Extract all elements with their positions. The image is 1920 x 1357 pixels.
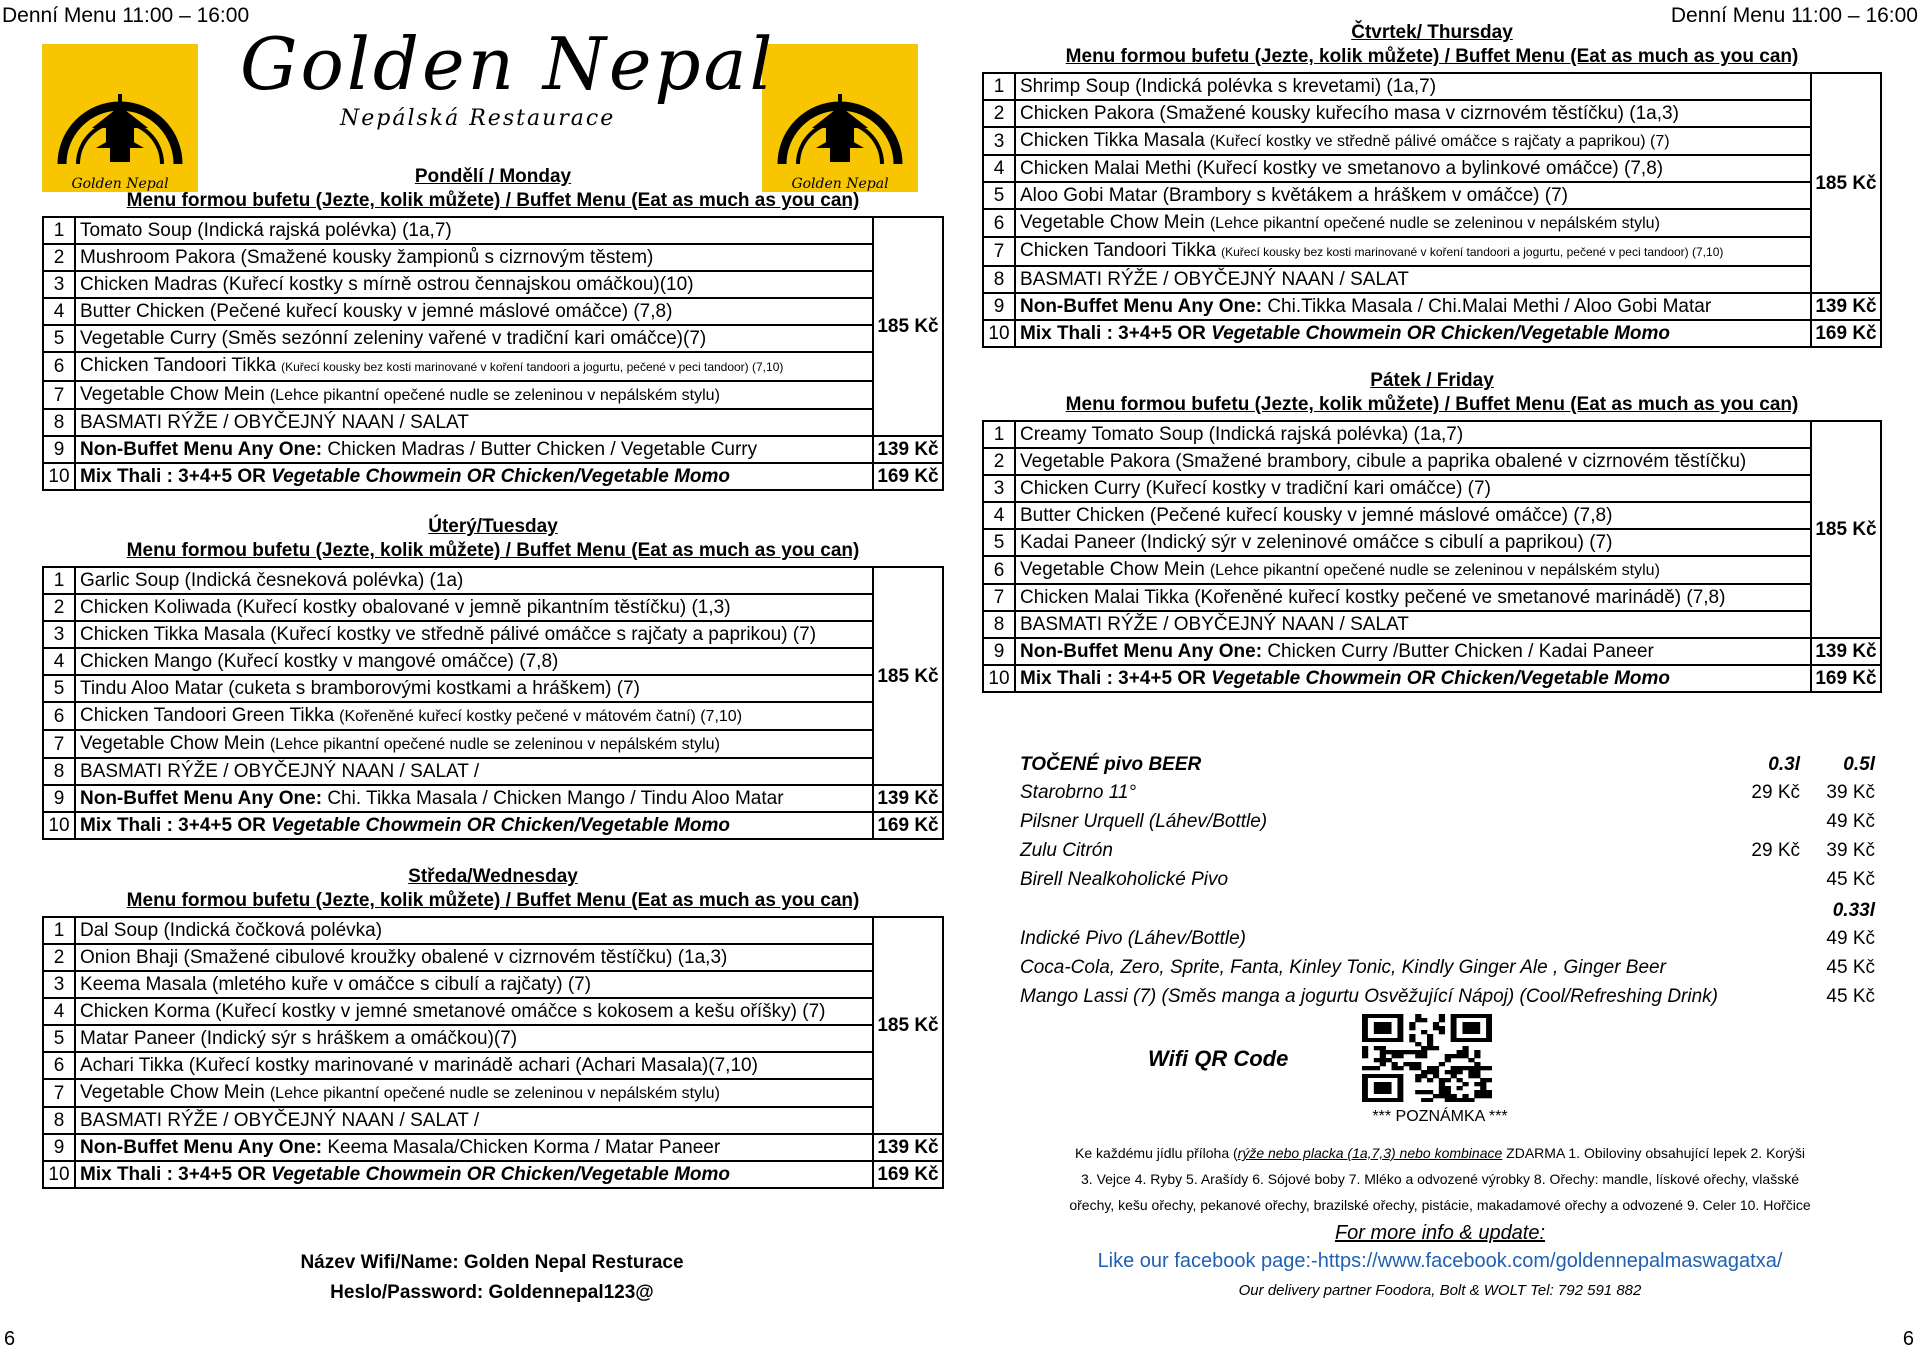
non-buffet-price: 139 Kč <box>873 436 943 463</box>
item-name: Achari Tikka (Kuřecí kostky marinované v marinádě achari (Achari Masala)(7,10) <box>80 1055 758 1076</box>
more-info: For more info & update: <box>1334 1222 1546 1244</box>
drink-name: Mango Lassi (7) (Směs manga a jogurtu Osvěžující Nápoj) (Cool/Refreshing Drink) <box>1020 986 1718 1007</box>
item-name: Chicken Tandoori Tikka <box>1020 240 1217 261</box>
non-buffet-option <box>1015 638 1811 665</box>
drink-col-033: 0.33l <box>1832 900 1875 921</box>
menu-row <box>43 1134 943 1161</box>
day-title: Úterý/Tuesday <box>428 516 558 537</box>
item-description <box>1015 529 1811 556</box>
menu-row <box>43 298 943 325</box>
item-description <box>75 758 873 785</box>
menu-row <box>983 266 1881 293</box>
item-number: 9 <box>43 785 75 812</box>
item-number: 10 <box>983 665 1015 692</box>
non-buffet-text: Chi. Tikka Masala / Chicken Mango / Tindu Aloo Matar <box>322 788 784 809</box>
buffet-heading: Menu formou bufetu (Jezte, kolik můžete) / Buffet Menu (Eat as much as you can) <box>126 540 860 561</box>
buffet-price: 185 Kč <box>873 917 943 1134</box>
item-description <box>1015 584 1811 611</box>
item-number: 8 <box>43 1107 75 1134</box>
item-description <box>1015 448 1811 475</box>
note-underlined: rýže nebo placka (1a,7,3) nebo kombinace <box>1237 1145 1503 1161</box>
non-buffet-option <box>75 1134 873 1161</box>
menu-row <box>43 675 943 702</box>
note-title: *** POZNÁMKA *** <box>1372 1108 1508 1125</box>
item-number: 2 <box>43 594 75 621</box>
menu-row <box>43 244 943 271</box>
menu-row <box>43 785 943 812</box>
thali-price: 169 Kč <box>873 812 943 839</box>
item-description <box>1015 611 1811 638</box>
item-name: Chicken Koliwada (Kuřecí kostky obalované v jemně pikantním těstíčku) (1,3) <box>80 597 731 618</box>
item-description <box>75 998 873 1025</box>
buffet-heading: Menu formou bufetu (Jezte, kolik můžete) / Buffet Menu (Eat as much as you can) <box>1065 394 1799 415</box>
menu-row <box>43 1161 943 1188</box>
item-number: 4 <box>43 298 75 325</box>
item-name: BASMATI RÝŽE / OBYČEJNÝ NAAN / SALAT <box>80 412 469 433</box>
item-number: 6 <box>983 556 1015 584</box>
item-number: 7 <box>983 584 1015 611</box>
item-description <box>75 1107 873 1134</box>
item-number: 10 <box>983 320 1015 347</box>
item-description <box>1015 421 1811 448</box>
item-note: (Lehce pikantní opečené nudle se zeleninou v nepálském stylu) <box>1209 215 1660 232</box>
item-number: 4 <box>983 155 1015 182</box>
facebook-link[interactable]: Like our facebook page:-https://www.facebook.com/goldennepalmaswagatxa/ <box>1097 1250 1783 1272</box>
menu-row <box>983 529 1881 556</box>
item-number: 9 <box>983 293 1015 320</box>
menu-row <box>43 567 943 594</box>
item-number: 9 <box>43 1134 75 1161</box>
item-number: 10 <box>43 812 75 839</box>
item-description <box>1015 266 1811 293</box>
menu-table <box>42 916 944 1189</box>
item-description <box>1015 237 1811 266</box>
wifi-qr-label: Wifi QR Code <box>1148 1046 1289 1071</box>
page-number-left: 6 <box>4 1328 16 1350</box>
logo-text-right: Golden Nepal <box>791 176 889 192</box>
item-number: 4 <box>43 648 75 675</box>
mix-thali-option <box>1015 665 1811 692</box>
menu-row <box>983 237 1881 266</box>
non-buffet-text: Chicken Madras / Butter Chicken / Vegetable Curry <box>322 439 758 460</box>
item-number: 2 <box>983 100 1015 127</box>
non-buffet-price: 139 Kč <box>873 1134 943 1161</box>
item-number: 6 <box>43 352 75 381</box>
non-buffet-label: Non-Buffet Menu Any One: <box>1020 296 1263 317</box>
item-description <box>75 409 873 436</box>
item-description <box>75 381 873 409</box>
item-name: Vegetable Curry (Směs sezónní zeleniny vařené v tradiční kari omáčce)(7) <box>80 328 707 349</box>
menu-row <box>43 217 943 244</box>
item-description <box>75 594 873 621</box>
item-description <box>75 352 873 381</box>
menu-row <box>983 293 1881 320</box>
item-name: Chicken Tandoori Green Tikka <box>80 705 335 726</box>
allergen-note <box>990 1140 1890 1218</box>
item-name: Chicken Malai Tikka (Kořeněné kuřecí kostky pečené ve smetanové marinádě) (7,8) <box>1020 587 1726 608</box>
item-note: (Kuřecí kousky bez kosti marinované v koření tandoori a jogurtu, pečené v peci tandoor) (7,10) <box>281 360 784 374</box>
item-name: BASMATI RÝŽE / OBYČEJNÝ NAAN / SALAT / <box>80 1110 480 1131</box>
item-number: 1 <box>983 73 1015 100</box>
non-buffet-text: Chicken Curry /Butter Chicken / Kadai Paneer <box>1262 641 1654 662</box>
drink-price-small: 29 Kč <box>1751 782 1800 803</box>
item-description <box>1015 155 1811 182</box>
mix-thali-option <box>75 1161 873 1188</box>
menu-row <box>43 271 943 298</box>
item-description <box>75 567 873 594</box>
thali-price: 169 Kč <box>1811 665 1881 692</box>
item-description <box>1015 502 1811 529</box>
drink-price-small: 29 Kč <box>1751 840 1800 861</box>
item-name: Vegetable Chow Mein <box>1020 212 1205 233</box>
menu-row <box>983 638 1881 665</box>
menu-row <box>43 436 943 463</box>
item-number: 1 <box>43 917 75 944</box>
item-name: Mushroom Pakora (Smažené kousky žampionů s cizrnovým těstem) <box>80 247 654 268</box>
item-name: Keema Masala (mletého kuře v omáčce s cibulí a rajčaty) (7) <box>80 974 592 995</box>
item-description <box>75 244 873 271</box>
menu-row <box>43 1107 943 1134</box>
item-description <box>75 1079 873 1107</box>
item-description <box>1015 127 1811 155</box>
day-title: Čtvrtek/ Thursday <box>1351 22 1513 43</box>
item-name: Vegetable Chow Mein <box>80 384 265 405</box>
non-buffet-option <box>75 785 873 812</box>
menu-table <box>42 216 944 491</box>
delivery-partner: Our delivery partner Foodora, Bolt & WOLT Tel: 792 591 882 <box>1238 1282 1642 1299</box>
menu-row <box>43 917 943 944</box>
thali-label: Mix Thali : 3+4+5 OR <box>80 466 272 487</box>
drink-name: Indické Pivo (Láhev/Bottle) <box>1020 928 1247 949</box>
restaurant-subtitle: Nepálská Restaurace <box>340 106 616 131</box>
wifi-qr-code[interactable] <box>1362 1014 1492 1102</box>
item-number: 8 <box>43 409 75 436</box>
item-number: 8 <box>983 266 1015 293</box>
buffet-price: 185 Kč <box>873 217 943 436</box>
item-name: BASMATI RÝŽE / OBYČEJNÝ NAAN / SALAT <box>1020 614 1409 635</box>
item-description <box>75 648 873 675</box>
item-description <box>1015 100 1811 127</box>
item-number: 5 <box>43 325 75 352</box>
thali-choice: Vegetable Chowmein OR Chicken/Vegetable Momo <box>271 815 731 836</box>
non-buffet-option <box>1015 293 1811 320</box>
non-buffet-price: 139 Kč <box>1811 638 1881 665</box>
non-buffet-label: Non-Buffet Menu Any One: <box>80 788 323 809</box>
drink-price: 45 Kč <box>1826 986 1875 1007</box>
menu-row <box>43 594 943 621</box>
menu-table <box>982 420 1882 693</box>
item-name: Chicken Madras (Kuřecí kostky s mírně ostrou čennajskou omáčkou)(10) <box>80 274 694 295</box>
item-description <box>75 730 873 758</box>
non-buffet-label: Non-Buffet Menu Any One: <box>80 439 323 460</box>
item-number: 3 <box>43 971 75 998</box>
item-number: 5 <box>983 529 1015 556</box>
item-number: 7 <box>43 381 75 409</box>
thali-price: 169 Kč <box>873 1161 943 1188</box>
item-description <box>75 325 873 352</box>
item-description <box>1015 556 1811 584</box>
item-number: 4 <box>43 998 75 1025</box>
item-number: 3 <box>983 127 1015 155</box>
item-note: (Lehce pikantní opečené nudle se zeleninou v nepálském stylu) <box>269 1085 720 1102</box>
thali-choice: Vegetable Chowmein OR Chicken/Vegetable Momo <box>271 466 731 487</box>
item-number: 8 <box>43 758 75 785</box>
mix-thali-option <box>75 812 873 839</box>
menu-row <box>983 502 1881 529</box>
item-name: BASMATI RÝŽE / OBYČEJNÝ NAAN / SALAT <box>1020 269 1409 290</box>
wifi-password: Heslo/Password: Goldennepal123@ <box>330 1282 654 1303</box>
menu-row <box>43 998 943 1025</box>
item-description <box>75 675 873 702</box>
item-note: (Kořeněné kuřecí kostky pečené v mátovém čatní) (7,10) <box>339 708 743 725</box>
drink-col-03: 0.3l <box>1768 754 1800 775</box>
item-number: 6 <box>43 1052 75 1079</box>
item-number: 3 <box>43 271 75 298</box>
menu-row <box>983 448 1881 475</box>
menu-row <box>43 463 943 490</box>
item-number: 5 <box>43 1025 75 1052</box>
page-number-right: 6 <box>1902 1328 1914 1350</box>
drink-name: Birell Nealkoholické Pivo <box>1020 869 1229 890</box>
menu-row <box>983 475 1881 502</box>
drink-price-large: 45 Kč <box>1826 869 1875 890</box>
restaurant-name: Golden Nepal <box>240 22 776 106</box>
thali-label: Mix Thali : 3+4+5 OR <box>80 1164 272 1185</box>
item-number: 3 <box>43 621 75 648</box>
item-name: Chicken Korma (Kuřecí kostky v jemné smetanové omáčce s kokosem a kešu oříšky) (7) <box>80 1001 826 1022</box>
item-number: 4 <box>983 502 1015 529</box>
item-note: (Lehce pikantní opečené nudle se zeleninou v nepálském stylu) <box>1209 562 1660 579</box>
item-number: 1 <box>983 421 1015 448</box>
item-name: Chicken Tandoori Tikka <box>80 355 277 376</box>
item-number: 1 <box>43 217 75 244</box>
item-number: 2 <box>983 448 1015 475</box>
item-name: Chicken Mango (Kuřecí kostky v mangové omáčce) (7,8) <box>80 651 559 672</box>
drink-name: Zulu Citrón <box>1020 840 1113 861</box>
thali-price: 169 Kč <box>1811 320 1881 347</box>
menu-row <box>43 702 943 730</box>
menu-row <box>43 352 943 381</box>
menu-row <box>43 1052 943 1079</box>
item-name: Chicken Curry (Kuřecí kostky v tradiční kari omáčce) (7) <box>1020 478 1491 499</box>
non-buffet-price: 139 Kč <box>873 785 943 812</box>
thali-choice: Vegetable Chowmein OR Chicken/Vegetable Momo <box>271 1164 731 1185</box>
menu-row <box>983 320 1881 347</box>
menu-table <box>42 566 944 840</box>
item-description <box>75 271 873 298</box>
item-description <box>75 1025 873 1052</box>
item-description <box>1015 73 1811 100</box>
item-name: Aloo Gobi Matar (Brambory s květákem a hráškem v omáčce) (7) <box>1020 185 1569 206</box>
menu-row <box>983 611 1881 638</box>
item-number: 9 <box>43 436 75 463</box>
item-name: Garlic Soup (Indická česneková polévka) (1a) <box>80 570 464 591</box>
drink-price-large: 39 Kč <box>1826 840 1875 861</box>
item-number: 6 <box>43 702 75 730</box>
thali-choice: Vegetable Chowmein OR Chicken/Vegetable Momo <box>1211 323 1671 344</box>
item-number: 3 <box>983 475 1015 502</box>
item-description <box>1015 209 1811 237</box>
item-name: Chicken Pakora (Smažené kousky kuřecího masa v cizrnovém těstíčku) (1a,3) <box>1020 103 1679 124</box>
buffet-heading: Menu formou bufetu (Jezte, kolik můžete) / Buffet Menu (Eat as much as you can) <box>126 890 860 911</box>
item-description <box>75 702 873 730</box>
logo-text: Golden Nepal <box>71 176 169 192</box>
drink-name: Pilsner Urquell (Láhev/Bottle) <box>1020 811 1268 832</box>
buffet-price: 185 Kč <box>1811 421 1881 638</box>
menu-row <box>43 621 943 648</box>
item-name: Onion Bhaji (Smažené cibulové kroužky obalené v cizrnovém těstíčku) (1a,3) <box>80 947 728 968</box>
menu-row <box>983 556 1881 584</box>
item-name: Vegetable Chow Mein <box>80 733 265 754</box>
item-number: 6 <box>983 209 1015 237</box>
hours-right: Denní Menu 11:00 – 16:00 <box>1670 4 1918 27</box>
item-note: (Lehce pikantní opečené nudle se zeleninou v nepálském stylu) <box>269 736 720 753</box>
menu-row <box>983 73 1881 100</box>
drink-price: 45 Kč <box>1826 957 1875 978</box>
menu-row <box>983 100 1881 127</box>
item-number: 8 <box>983 611 1015 638</box>
item-description <box>75 217 873 244</box>
menu-row <box>43 409 943 436</box>
thali-label: Mix Thali : 3+4+5 OR <box>1020 668 1212 689</box>
buffet-price: 185 Kč <box>1811 73 1881 293</box>
non-buffet-label: Non-Buffet Menu Any One: <box>1020 641 1263 662</box>
drink-name: Starobrno 11° <box>1020 782 1137 803</box>
day-title: Pátek / Friday <box>1370 370 1494 391</box>
item-number: 7 <box>43 1079 75 1107</box>
item-note: (Kuřecí kousky bez kosti marinované v koření tandoori a jogurtu, pečené v peci tandoor) (7,10) <box>1221 245 1724 259</box>
item-description <box>75 971 873 998</box>
item-description <box>1015 182 1811 209</box>
buffet-heading: Menu formou bufetu (Jezte, kolik můžete) / Buffet Menu (Eat as much as you can) <box>1065 46 1799 67</box>
buffet-heading: Menu formou bufetu (Jezte, kolik můžete) / Buffet Menu (Eat as much as you can) <box>126 190 860 211</box>
menu-row <box>43 758 943 785</box>
drink-price: 49 Kč <box>1826 928 1875 949</box>
item-description <box>75 917 873 944</box>
item-number: 10 <box>43 1161 75 1188</box>
buffet-price: 185 Kč <box>873 567 943 785</box>
non-buffet-label: Non-Buffet Menu Any One: <box>80 1137 323 1158</box>
menu-table <box>982 72 1882 348</box>
menu-row <box>43 325 943 352</box>
item-name: Butter Chicken (Pečené kuřecí kousky v jemné máslové omáčce) (7,8) <box>80 301 673 322</box>
item-description <box>75 944 873 971</box>
item-name: Dal Soup (Indická čočková polévka) <box>80 920 383 941</box>
note-line3: ořechy, kešu ořechy, pekanové ořechy, brazilské ořechy, pistácie, makadamové ořechy a odvozené 9. Celer 10. Hořčice <box>1069 1197 1811 1213</box>
thali-price: 169 Kč <box>873 463 943 490</box>
thali-label: Mix Thali : 3+4+5 OR <box>80 815 272 836</box>
item-description <box>75 1052 873 1079</box>
item-note: (Kuřecí kostky ve středně pálivé omáčce s rajčaty a paprikou) (7) <box>1209 133 1670 150</box>
item-number: 10 <box>43 463 75 490</box>
menu-row <box>43 1079 943 1107</box>
thali-label: Mix Thali : 3+4+5 OR <box>1020 323 1212 344</box>
drink-col-05: 0.5l <box>1843 754 1875 775</box>
item-name: Creamy Tomato Soup (Indická rajská polévka) (1a,7) <box>1020 424 1464 445</box>
item-name: Tomato Soup (Indická rajská polévka) (1a,7) <box>80 220 452 241</box>
item-name: Matar Paneer (Indický sýr s hráškem a omáčkou)(7) <box>80 1028 518 1049</box>
note-line1: ZDARMA 1. Obiloviny obsahující lepek 2. Korýši <box>1502 1145 1805 1161</box>
non-buffet-text: Chi.Tikka Masala / Chi.Malai Methi / Aloo Gobi Matar <box>1262 296 1712 317</box>
thali-choice: Vegetable Chowmein OR Chicken/Vegetable Momo <box>1211 668 1671 689</box>
menu-row <box>983 665 1881 692</box>
item-description <box>1015 475 1811 502</box>
item-name: Chicken Malai Methi (Kuřecí kostky ve smetanovo a bylinkové omáčce) (7,8) <box>1020 158 1664 179</box>
non-buffet-text: Keema Masala/Chicken Korma / Matar Paneer <box>322 1137 721 1158</box>
menu-row <box>983 209 1881 237</box>
menu-row <box>43 944 943 971</box>
item-name: BASMATI RÝŽE / OBYČEJNÝ NAAN / SALAT / <box>80 761 480 782</box>
drink-name: Coca-Cola, Zero, Sprite, Fanta, Kinley Tonic, Kindly Ginger Ale , Ginger Beer <box>1020 957 1666 978</box>
item-name: Vegetable Pakora (Smažené brambory, cibule a paprika obalené v cizrnovém těstíčku) <box>1020 451 1747 472</box>
item-description <box>75 298 873 325</box>
menu-row <box>983 182 1881 209</box>
menu-row <box>43 648 943 675</box>
day-title: Středa/Wednesday <box>408 866 578 887</box>
item-name: Tindu Aloo Matar (cuketa s bramborovými kostkami a hráškem) (7) <box>80 678 640 699</box>
item-number: 7 <box>983 237 1015 266</box>
menu-row <box>43 730 943 758</box>
beer-title: TOČENÉ pivo BEER <box>1020 754 1202 775</box>
item-name: Vegetable Chow Mein <box>1020 559 1205 580</box>
mix-thali-option <box>1015 320 1811 347</box>
menu-row <box>43 971 943 998</box>
item-name: Shrimp Soup (Indická polévka s krevetami) (1a,7) <box>1020 76 1437 97</box>
menu-row <box>43 381 943 409</box>
menu-row <box>43 1025 943 1052</box>
menu-row <box>983 155 1881 182</box>
menu-row <box>983 584 1881 611</box>
item-number: 2 <box>43 244 75 271</box>
non-buffet-option <box>75 436 873 463</box>
wifi-name: Název Wifi/Name: Golden Nepal Resturace <box>300 1252 684 1273</box>
item-name: Kadai Paneer (Indický sýr v zeleninové omáčce s cibulí a paprikou) (7) <box>1020 532 1613 553</box>
item-name: Vegetable Chow Mein <box>80 1082 265 1103</box>
menu-row <box>983 127 1881 155</box>
item-number: 9 <box>983 638 1015 665</box>
item-number: 5 <box>43 675 75 702</box>
menu-row <box>43 812 943 839</box>
item-name: Chicken Tikka Masala <box>1020 130 1205 151</box>
item-name: Chicken Tikka Masala (Kuřecí kostky ve středně pálivé omáčce s rajčaty a paprikou) (7) <box>80 624 817 645</box>
item-number: 5 <box>983 182 1015 209</box>
note-intro: Ke každému jídlu příloha ( <box>1075 1145 1238 1161</box>
item-number: 1 <box>43 567 75 594</box>
menu-row <box>983 421 1881 448</box>
item-note: (Lehce pikantní opečené nudle se zeleninou v nepálském stylu) <box>269 387 720 404</box>
item-number: 7 <box>43 730 75 758</box>
non-buffet-price: 139 Kč <box>1811 293 1881 320</box>
drink-price-large: 49 Kč <box>1826 811 1875 832</box>
hours-left: Denní Menu 11:00 – 16:00 <box>2 4 250 27</box>
item-number: 2 <box>43 944 75 971</box>
note-line2: 3. Vejce 4. Ryby 5. Arašídy 6. Sójové boby 7. Mléko a odvozené výrobky 8. Ořechy: mandle, lískové ořechy, vlašské <box>1081 1171 1799 1187</box>
item-name: Butter Chicken (Pečené kuřecí kousky v jemné máslové omáčce) (7,8) <box>1020 505 1613 526</box>
drink-price-large: 39 Kč <box>1826 782 1875 803</box>
mix-thali-option <box>75 463 873 490</box>
item-description <box>75 621 873 648</box>
day-title: Pondělí / Monday <box>414 166 572 187</box>
